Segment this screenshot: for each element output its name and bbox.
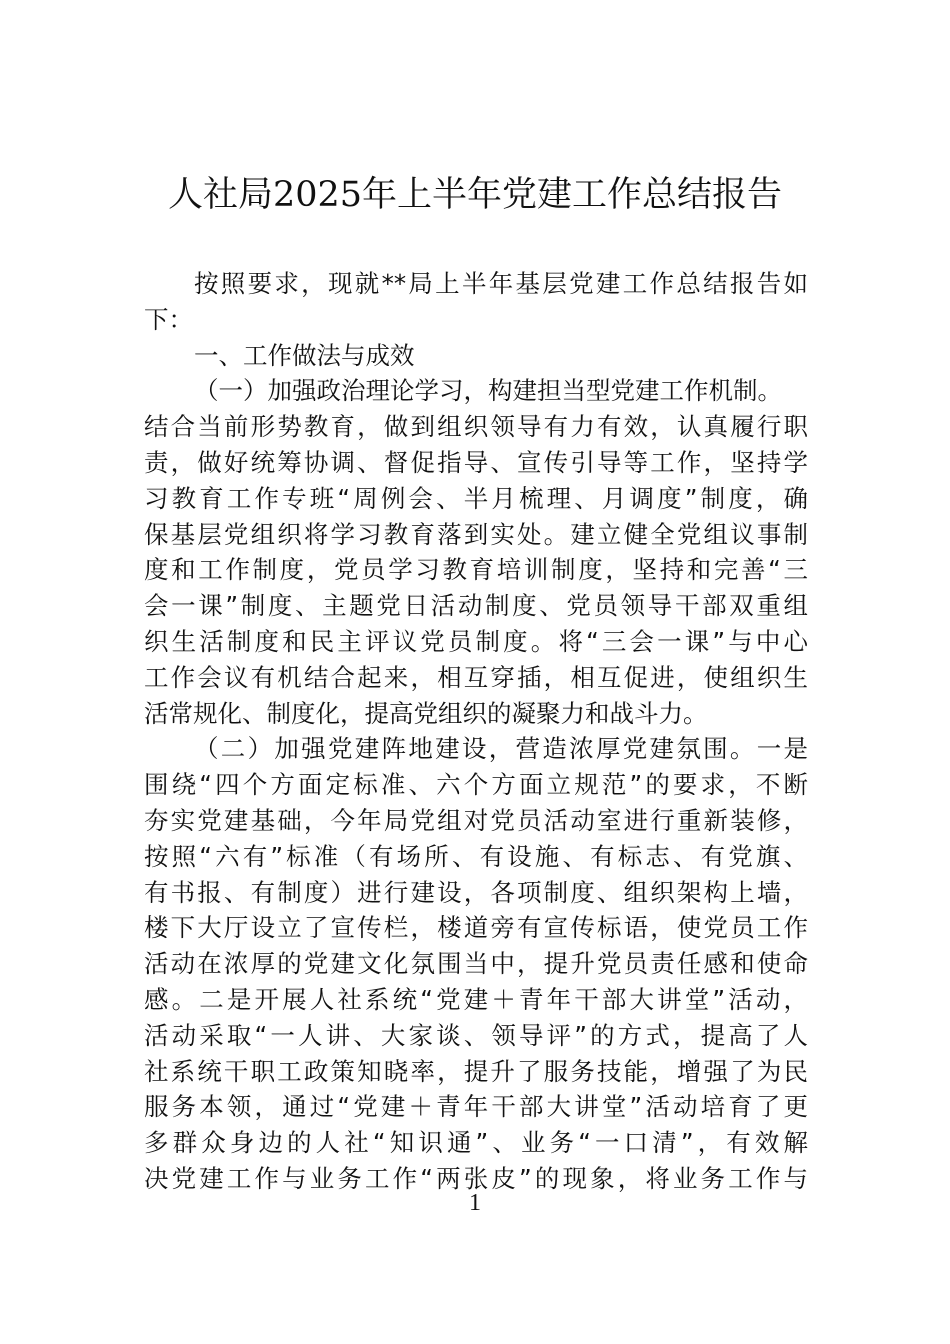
paragraph-line: 下： bbox=[144, 304, 193, 334]
paragraph-line: 按照要求，现就**局上半年基层党建工作总结报告如 bbox=[194, 269, 808, 298]
paragraph-line: 感。二是开展人社系统“党建＋青年干部大讲堂”活动， bbox=[144, 984, 808, 1014]
paragraph-line: 责，做好统筹协调、督促指导、宣传引导等工作，坚持学 bbox=[144, 447, 808, 477]
paragraph-line: 保基层党组织将学习教育落到实处。建立健全党组议事制 bbox=[144, 519, 808, 549]
paragraph-line: 度和工作制度，党员学习教育培训制度，坚持和完善“三 bbox=[144, 555, 808, 585]
paragraph-line: 结合当前形势教育，做到组织领导有力有效，认真履行职 bbox=[144, 412, 808, 442]
paragraph-line: 决党建工作与业务工作“两张皮”的现象，将业务工作与 bbox=[144, 1163, 808, 1193]
paragraph-line: 活动采取“一人讲、大家谈、领导评”的方式，提高了人 bbox=[144, 1020, 808, 1050]
paragraph-line: 有书报、有制度）进行建设，各项制度、组织架构上墙， bbox=[144, 877, 808, 907]
page-number: 1 bbox=[469, 1190, 481, 1216]
paragraph-line: 会一课”制度、主题党日活动制度、党员领导干部双重组 bbox=[144, 591, 808, 621]
paragraph-line: 多群众身边的人社“知识通”、业务“一口清”，有效解 bbox=[144, 1128, 808, 1158]
section-heading: 一、工作做法与成效 bbox=[194, 340, 415, 370]
document-title: 人社局2025年上半年党建工作总结报告 bbox=[167, 175, 783, 215]
paragraph-line: 工作会议有机结合起来，相互穿插，相互促进，使组织生 bbox=[144, 662, 808, 692]
paragraph-line: 活动在浓厚的党建文化氛围当中，提升党员责任感和使命 bbox=[144, 949, 808, 979]
paragraph-line: 织生活制度和民主评议党员制度。将“三会一课”与中心 bbox=[144, 626, 808, 656]
paragraph-line: 按照“六有”标准（有场所、有设施、有标志、有党旗、 bbox=[144, 841, 808, 871]
subsection-heading: （一）加强政治理论学习，构建担当型党建工作机制。 bbox=[194, 376, 782, 406]
paragraph-line: 习教育工作专班“周例会、半月梳理、月调度”制度，确 bbox=[144, 483, 808, 513]
document-body bbox=[144, 266, 808, 1197]
paragraph-line: 社系统干职工政策知晓率，提升了服务技能，增强了为民 bbox=[144, 1056, 808, 1086]
paragraph-line: 围绕“四个方面定标准、六个方面立规范”的要求，不断 bbox=[144, 770, 808, 800]
paragraph-line: 楼下大厅设立了宣传栏，楼道旁有宣传标语，使党员工作 bbox=[144, 913, 808, 943]
paragraph-line: 活常规化、制度化，提高党组织的凝聚力和战斗力。 bbox=[144, 698, 708, 728]
paragraph-line: 服务本领，通过“党建＋青年干部大讲堂”活动培育了更 bbox=[144, 1092, 808, 1122]
subsection-heading: （二）加强党建阵地建设，营造浓厚党建氛围。一是 bbox=[194, 734, 808, 764]
paragraph-line: 夯实党建基础，今年局党组对党员活动室进行重新装修， bbox=[144, 805, 808, 835]
